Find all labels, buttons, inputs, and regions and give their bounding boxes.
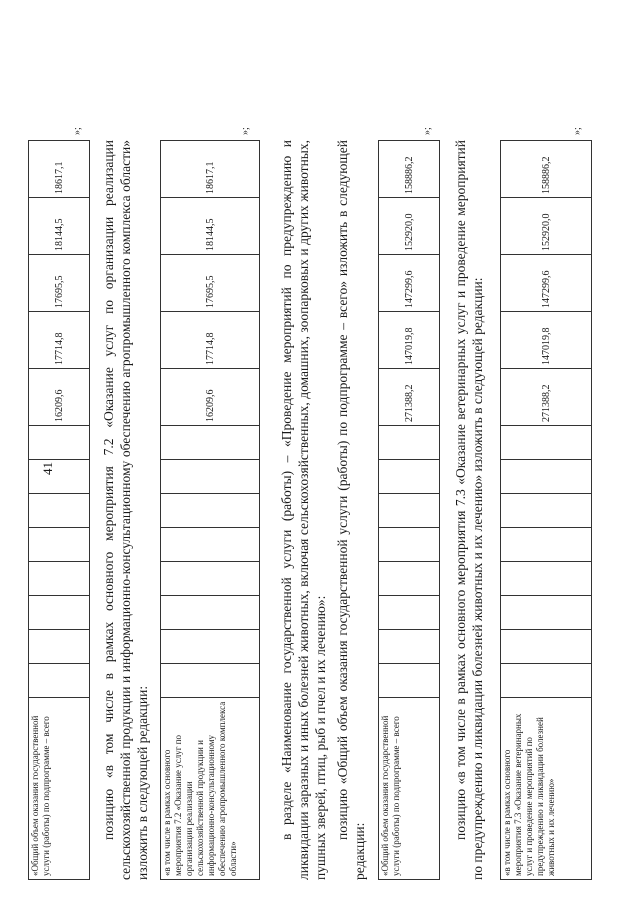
value-cell: 16209,6	[29, 369, 90, 426]
paragraph: в разделе «Наименование государственной услуги (работы) – «Проведение мероприятий по предупреждению и ликвидации заразных и иных болезней животных, включая сельскохозяйственных, домашних, зоопарковых и других животных, пушных зверей, птиц, рыб и пчел и их лечению»:	[279, 140, 328, 880]
value-cell: 158886,2	[501, 141, 592, 198]
value-cell: 271388,2	[379, 369, 440, 426]
value-cell: 158886,2	[379, 141, 440, 198]
value-cell: 18144,5	[29, 198, 90, 255]
value-cell: 18144,5	[161, 198, 260, 255]
value-cell: 271388,2	[501, 369, 592, 426]
value-cell: 16209,6	[161, 369, 260, 426]
end-mark: »;	[240, 127, 251, 135]
value-cell: 147299,6	[501, 255, 592, 312]
value-cell: 17714,8	[29, 312, 90, 369]
value-cell: 147019,8	[501, 312, 592, 369]
row-label: «Общий объем оказания государственной услуги (работы) по подпрограмме – всего	[29, 698, 90, 880]
paragraph: позицию «Общий объем оказания государственной услуги (работы) по подпрограмме – всего» изложить в следующей редакции:	[335, 140, 367, 880]
value-cell: 152920,0	[501, 198, 592, 255]
value-cell: 18617,1	[29, 141, 90, 198]
table-total-volume-7-3	[378, 140, 440, 880]
paragraph: позицию «в том числе в рамках основного мероприятия 7.3 «Оказание ветеринарных услуг и проведение мероприятий по предупреждению и ликвидации болезней животных и их лечению» изложить в следующей редакции:	[453, 140, 485, 880]
row-label: «Общий объем оказания государственной услуги (работы) по подпрограмме – всего	[379, 698, 440, 880]
table-row	[501, 141, 592, 880]
end-mark: »;	[72, 127, 83, 135]
table-activity-7-2	[160, 140, 260, 880]
value-cell: 17714,8	[161, 312, 260, 369]
row-label: «в том числе в рамках основного мероприятия 7.3 «Оказание ветеринарных услуг и проведение мероприятий по предупреждению и ликвидации болезней животных и их лечению»	[501, 698, 592, 880]
page-number: 41	[40, 462, 55, 475]
end-mark: »;	[572, 127, 583, 135]
table-activity-7-3	[500, 140, 592, 880]
value-cell: 17695,5	[161, 255, 260, 312]
row-label: «в том числе в рамках основного мероприятия 7.2 «Оказание услуг по организации реализации сельскохозяйственной продукции и информационно-консультационному обеспечению агропромышленного комплекса области»	[161, 698, 260, 880]
value-cell: 152920,0	[379, 198, 440, 255]
table-row	[161, 141, 260, 880]
value-cell: 147019,8	[379, 312, 440, 369]
value-cell: 18617,1	[161, 141, 260, 198]
table-total-volume-7-2	[28, 140, 90, 880]
table-row	[29, 141, 90, 880]
value-cell: 147299,6	[379, 255, 440, 312]
end-mark: »;	[422, 127, 433, 135]
value-cell: 17695,5	[29, 255, 90, 312]
table-row	[379, 141, 440, 880]
paragraph: позицию «в том числе в рамках основного мероприятия 7.2 «Оказание услуг по организации реализации сельскохозяйственной продукции и информационно-консультационному обеспечению агропромышленного комплекса области» изложить в следующей редакции:	[101, 140, 150, 880]
